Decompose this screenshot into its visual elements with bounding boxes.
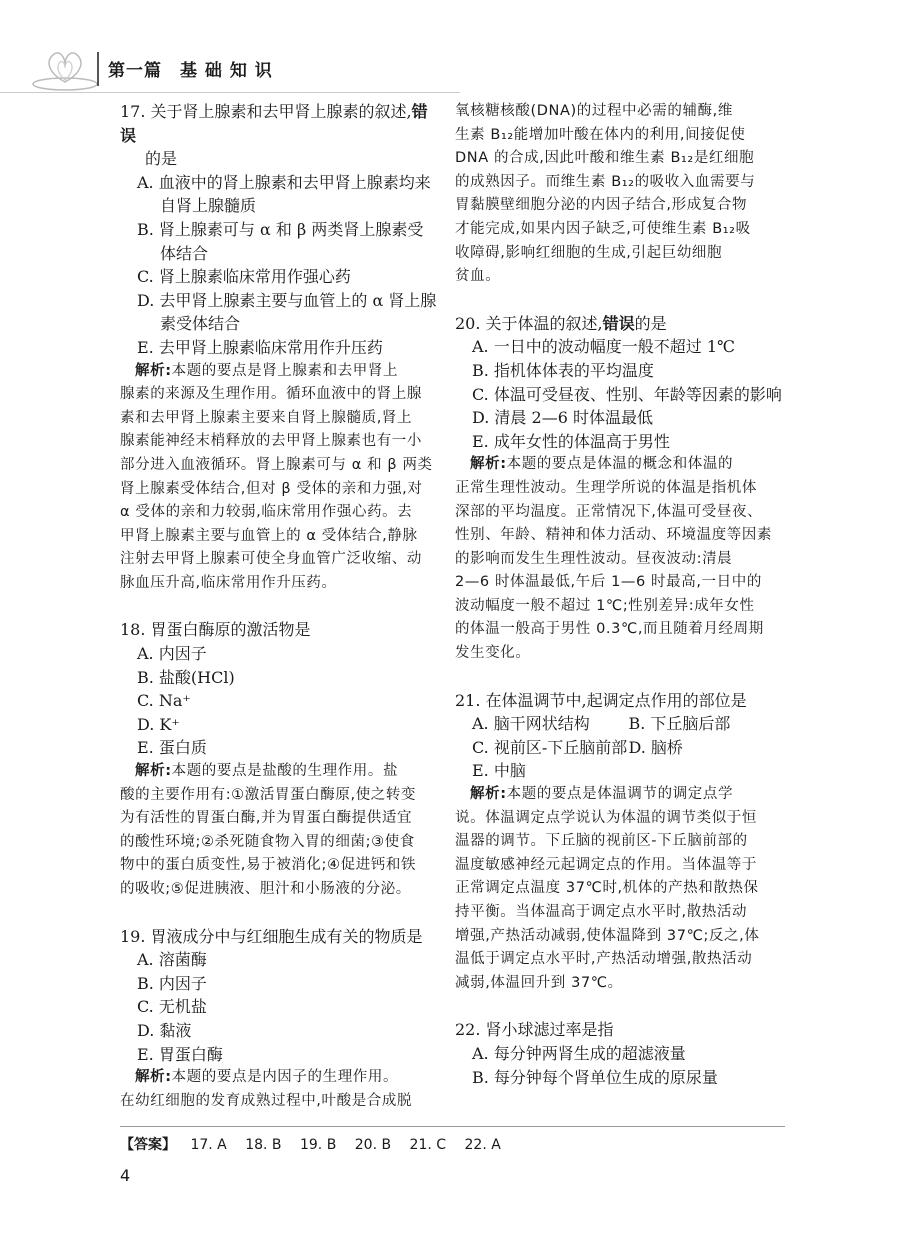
option-a: A. 脑干网状结构 — [472, 714, 590, 734]
page-number: 4 — [120, 1166, 131, 1185]
option-d: D. K⁺ — [137, 714, 180, 734]
answer-18: 18. B — [245, 1137, 282, 1153]
option-d: D. 脑桥 — [628, 737, 683, 757]
explanation: 解析:本题的要点是盐酸的生理作用。盐 酸的主要作用有:①激活胃蛋白酶原,使之转变 为有活性的胃蛋白酶,并为胃蛋白酶提供适宜 的酸性环境;②杀死随食物入胃的细菌;③使食 物中的蛋白质变性,易于被消化;④促进钙和铁 的吸收;⑤促进胰液、胆汁和小肠液的分泌。 — [120, 763, 417, 897]
question-stem: 19. 胃液成分中与红细胞生成有关的物质是 — [120, 926, 423, 946]
option-d-cont: 素受体结合 — [160, 314, 241, 334]
answer-20: 20. B — [354, 1137, 392, 1153]
question-stem: 17. 关于肾上腺素和去甲肾上腺素的叙述,错误 — [120, 102, 428, 145]
option-d: D. 去甲肾上腺素主要与血管上的 α 肾上腺 — [137, 290, 437, 310]
option-c: C. Na⁺ — [137, 691, 191, 711]
option-e: E. 去甲肾上腺素临床常用作升压药 — [137, 337, 383, 357]
answer-17: 17. A — [190, 1137, 227, 1153]
explanation: 解析:本题的要点是体温的概念和体温的 正常生理性波动。生理学所说的体温是指机体 深部的平均温度。正常情况下,体温可受昼夜、 性别、年龄、精神和体力活动、环境温度等因素 的影响而发生生理性波动。昼夜波动:清晨 2—6 时体温最低,午后 1—6 时最高,一日中的 波动幅度一般不超过 1℃;性别差异:成年女性 的体温一般高于男性 0.3℃,而且随着月经周期 发生变化。 — [455, 456, 773, 662]
option-b: B. 指机体体表的平均温度 — [472, 360, 654, 380]
page-header — [0, 40, 900, 102]
answer-key — [120, 1134, 515, 1154]
question-18 — [120, 618, 438, 901]
option-e: E. 成年女性的体温高于男性 — [472, 431, 670, 451]
options-row-1 — [455, 712, 785, 736]
question-stem: 18. 胃蛋白酶原的激活物是 — [120, 620, 311, 640]
question-stem: 22. 肾小球滤过率是指 — [455, 1020, 614, 1040]
answer-21: 21. C — [409, 1137, 447, 1153]
explanation: 解析:本题的要点是体温调节的调定点学 说。体温调定点学说认为体温的调节类似于恒 温器的调节。下丘脑的视前区-下丘脑前部的 温度敏感神经元起调定点的作用。当体温等于 正常调定点温度 37℃时,机体的产热和散热保 持平衡。当体温高于调定点水平时,散热活动 增强,产热活动减弱,使体温降到 37℃;反之,体 温低于调定点水平时,产热活动增强,散热活动 减弱,体温回升到 37℃。 — [455, 786, 760, 991]
option-b: B. 每分钟每个肾单位生成的原尿量 — [472, 1067, 718, 1087]
answer-19: 19. B — [299, 1137, 337, 1153]
explanation: 解析:本题的要点是内因子的生理作用。 在幼红细胞的发育成熟过程中,叶酸是合成脱 — [120, 1069, 413, 1109]
question-20 — [455, 312, 785, 666]
header-separator — [97, 52, 99, 86]
option-a-cont: 自肾上腺髓质 — [160, 196, 257, 216]
option-a: A. 血液中的肾上腺素和去甲肾上腺素均来 — [137, 172, 431, 192]
option-b: B. 肾上腺素可与 α 和 β 两类肾上腺素受 — [137, 219, 424, 239]
options-row-2 — [455, 736, 785, 760]
option-e: E. 中脑 — [472, 761, 526, 781]
answer-key-label: 【答案】 — [120, 1137, 176, 1153]
option-d: D. 清晨 2—6 时体温最低 — [472, 408, 653, 428]
option-b-cont: 体结合 — [160, 243, 209, 263]
question-stem: 21. 在体温调节中,起调定点作用的部位是 — [455, 690, 747, 710]
right-column — [455, 100, 785, 1089]
option-e: E. 胃蛋白酶 — [137, 1044, 223, 1064]
option-a: A. 内因子 — [137, 644, 207, 664]
option-c: C. 视前区-下丘脑前部 — [472, 737, 628, 757]
option-b: B. 内因子 — [137, 973, 207, 993]
option-e: E. 蛋白质 — [137, 738, 207, 758]
question-stem-cont: 的是 — [145, 149, 178, 169]
left-column — [120, 100, 438, 1113]
question-22 — [455, 1018, 785, 1089]
book-logo-icon — [30, 44, 100, 92]
question-stem: 20. 关于体温的叙述,错误的是 — [455, 313, 667, 333]
option-a: A. 一日中的波动幅度一般不超过 1℃ — [472, 337, 735, 357]
explanation-continued: 氧核糖核酸(DNA)的过程中必需的辅酶,维 生素 B₁₂能增加叶酸在体内的利用,间接促使 DNA 的合成,因此叶酸和维生素 B₁₂是红细胞 的成熟因子。而维生素 B₁₂的吸收入血需要与 胃黏膜壁细胞分泌的内因子结合,形成复合物 才能完成,如果内因子缺乏,可使维生素 B₁₂吸 收障碍,影响红细胞的生成,引起巨幼细胞 贫血。 — [455, 103, 756, 285]
footer-rule — [120, 1126, 785, 1127]
header-rule — [0, 92, 460, 93]
option-a: A. 溶菌酶 — [137, 950, 207, 970]
option-a: A. 每分钟两肾生成的超滤液量 — [472, 1043, 686, 1063]
option-b: B. 下丘脑后部 — [628, 714, 731, 734]
option-c: C. 体温可受昼夜、性别、年龄等因素的影响 — [472, 384, 782, 404]
explanation: 解析:本题的要点是肾上腺素和去甲肾上 腺素的来源及生理作用。循环血液中的肾上腺 素和去甲肾上腺素主要来自肾上腺髓质,肾上 腺素能神经末梢释放的去甲肾上腺素也有一小 部分进入血液循环。肾上腺素可与 α 和 β 两类 肾上腺素受体结合,但对 β 受体的亲和力强,对 α 受体的亲和力较弱,临床常用作强心药。去 甲肾上腺素主要与血管上的 α 受体结合,静脉 注射去甲肾上腺素可使全身血管广泛收缩、动 脉血压升高,临床常用作升压药。 — [120, 362, 433, 591]
option-b: B. 盐酸(HCl) — [137, 667, 235, 687]
section-title: 第一篇 基 础 知 识 — [108, 61, 273, 81]
option-c: C. 肾上腺素临床常用作强心药 — [137, 267, 351, 287]
option-c: C. 无机盐 — [137, 997, 207, 1017]
question-17 — [120, 100, 438, 595]
question-19 — [120, 925, 438, 1114]
answer-22: 22. A — [464, 1137, 501, 1153]
option-d: D. 黏液 — [137, 1020, 192, 1040]
question-21 — [455, 689, 785, 996]
